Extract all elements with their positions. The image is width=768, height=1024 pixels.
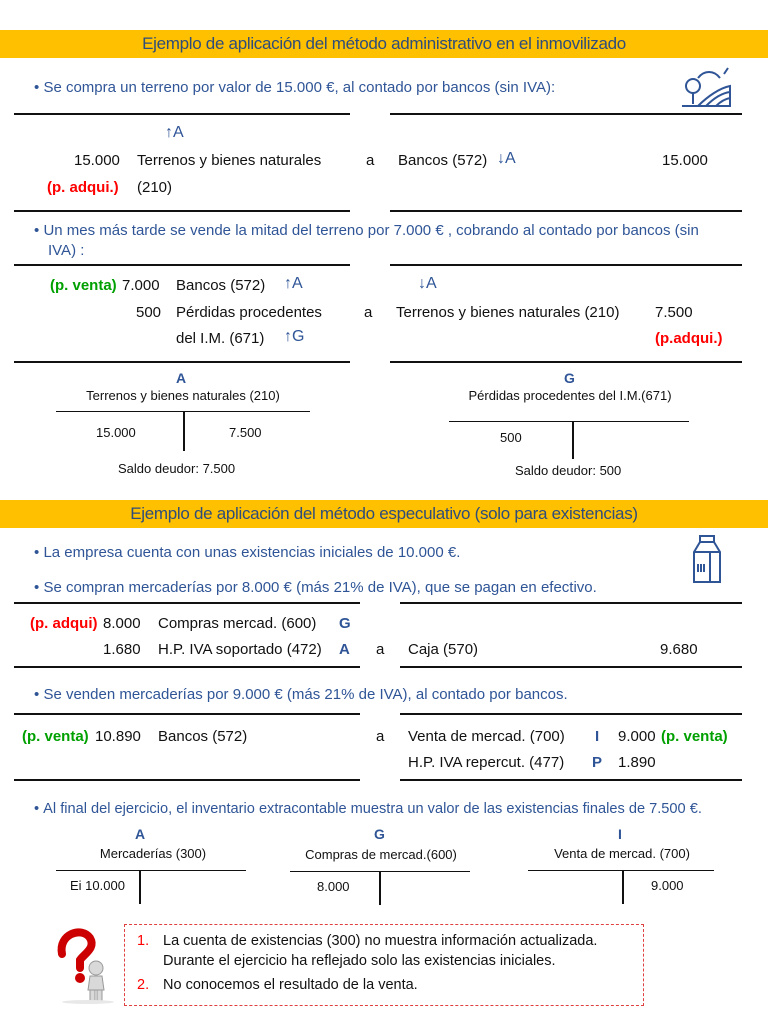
entry-line — [14, 666, 360, 668]
account-type-tag: I — [618, 826, 622, 842]
bullet-initial-stock: • La empresa cuenta con unas existencias iniciales de 10.000 €. — [34, 544, 461, 561]
t-account-title: Pérdidas procedentes del I.M.(671) — [468, 388, 672, 403]
asset-decrease-tag: ↓A — [418, 275, 437, 292]
t-account-title: Terrenos y bienes naturales (210) — [86, 388, 280, 403]
debit-amount: 1.680 — [103, 641, 141, 658]
entry-line — [400, 713, 742, 715]
expense-increase-tag: ↑G — [284, 328, 305, 345]
milk-carton-icon — [690, 534, 724, 584]
entry-line — [390, 210, 742, 212]
t-account-debit: 8.000 — [317, 879, 350, 894]
account-type-tag: G — [564, 370, 575, 386]
purchase-price-note: (p. adqui) — [30, 615, 98, 632]
question-figure-icon — [44, 924, 116, 1004]
asset-decrease-tag: ↓A — [497, 150, 516, 167]
debit-account-cont: del I.M. (671) — [176, 330, 265, 347]
note-text: La cuenta de existencias (300) no muestra información actualizada. — [163, 933, 598, 949]
balance-note: Saldo deudor: 500 — [515, 463, 622, 478]
credit-amount: 1.890 — [618, 754, 656, 771]
debit-amount: 8.000 — [103, 615, 141, 632]
entry-line — [14, 602, 360, 604]
asset-increase-tag: ↑A — [165, 124, 184, 141]
note-number: 2. — [137, 977, 150, 993]
entry-line — [14, 361, 350, 363]
note-text: Durante el ejercicio ha reflejado solo las existencias iniciales. — [163, 953, 556, 969]
connector-a: a — [364, 304, 373, 321]
bullet-sale-land: • Un mes más tarde se vende la mitad del terreno por 7.000 € , cobrando al contado por bancos (sin IVA) : — [34, 222, 699, 259]
credit-account: H.P. IVA repercut. (477) — [408, 754, 565, 771]
expense-tag: G — [339, 615, 351, 632]
note-number: 1. — [137, 933, 150, 949]
t-account-top — [449, 421, 689, 422]
t-account-title: Mercaderías (300) — [99, 846, 207, 861]
entry-line — [14, 264, 350, 266]
liability-tag: P — [592, 754, 603, 771]
entry-line — [14, 113, 350, 115]
landscape-icon — [680, 66, 732, 110]
credit-account: Bancos (572) — [398, 152, 488, 169]
t-account-credit: 9.000 — [651, 878, 684, 893]
debit-account: Bancos (572) — [158, 728, 248, 745]
note-text: No conocemos el resultado de la venta. — [163, 977, 418, 993]
asset-tag: A — [339, 641, 350, 658]
entry-line — [390, 361, 742, 363]
sale-price-note: (p. venta) — [22, 728, 89, 745]
debit-account: H.P. IVA soportado (472) — [158, 641, 322, 658]
account-type-tag: A — [135, 826, 146, 842]
purchase-price-note: (p.adqui.) — [655, 330, 723, 347]
t-account-divider — [379, 871, 381, 905]
credit-amount: 15.000 — [662, 152, 708, 169]
t-account-divider — [139, 870, 141, 904]
debit-amount: 7.000 — [122, 277, 160, 294]
bullet-purchase-land: • Se compra un terreno por valor de 15.000 €, al contado por bancos (sin IVA): — [34, 79, 556, 96]
warning-note-box — [124, 924, 644, 1006]
debit-amount: 500 — [136, 304, 162, 321]
connector-a: a — [376, 728, 385, 745]
t-account-top — [528, 870, 714, 871]
t-account-divider — [183, 411, 185, 451]
bullet-sale-goods: • Se venden mercaderías por 9.000 € (más 21% de IVA), al contado por bancos. — [34, 686, 568, 703]
sale-price-note: (p. venta) — [661, 728, 728, 745]
entry-line — [390, 113, 742, 115]
debit-account: Bancos (572) — [176, 277, 266, 294]
bullet-final-inventory: • Al final del ejercicio, el inventario extracontable muestra un valor de las existencias finales de 7.500 €. — [34, 801, 702, 817]
t-account-debit: 500 — [500, 430, 522, 445]
t-account-top — [56, 870, 246, 871]
entry-line — [14, 210, 350, 212]
income-tag: I — [595, 728, 600, 745]
bullet-purchase-goods: • Se compran mercaderías por 8.000 € (más 21% de IVA), que se pagan en efectivo. — [34, 579, 597, 596]
t-account-divider — [572, 421, 574, 459]
debit-account: Pérdidas procedentes — [176, 304, 322, 321]
credit-amount: 7.500 — [655, 304, 693, 321]
t-account-credit: 7.500 — [229, 425, 262, 440]
credit-account: Terrenos y bienes naturales (210) — [396, 304, 620, 321]
entry-line — [14, 779, 360, 781]
debit-account: Compras mercad. (600) — [158, 615, 317, 632]
sale-price-note: (p. venta) — [50, 277, 117, 294]
debit-amount: 15.000 — [74, 152, 120, 169]
t-account-title: Venta de mercad. (700) — [554, 846, 690, 861]
asset-increase-tag: ↑A — [284, 275, 303, 292]
debit-account-code: (210) — [137, 179, 173, 196]
entry-line — [400, 602, 742, 604]
credit-amount: 9.680 — [660, 641, 698, 658]
debit-amount: 10.890 — [95, 728, 141, 745]
t-account-title: Compras de mercad.(600) — [305, 847, 457, 862]
connector-a: a — [366, 152, 375, 169]
section-title-administrative: Ejemplo de aplicación del método administrativo en el inmovilizado — [0, 30, 768, 58]
entry-line — [390, 264, 742, 266]
t-account-divider — [622, 870, 624, 904]
credit-account: Caja (570) — [408, 641, 479, 658]
entry-line — [14, 713, 360, 715]
entry-line — [400, 779, 742, 781]
t-account-debit: 15.000 — [96, 425, 136, 440]
account-type-tag: A — [176, 370, 187, 386]
account-type-tag: G — [374, 826, 385, 842]
credit-amount: 9.000 — [618, 728, 656, 745]
entry-line — [400, 666, 742, 668]
t-account-debit: Ei 10.000 — [70, 878, 125, 893]
connector-a: a — [376, 641, 385, 658]
credit-account: Venta de mercad. (700) — [408, 728, 565, 745]
section-title-speculative: Ejemplo de aplicación del método especulativo (solo para existencias) — [0, 500, 768, 528]
balance-note: Saldo deudor: 7.500 — [118, 461, 236, 476]
purchase-price-note: (p. adqui.) — [47, 179, 119, 196]
debit-account: Terrenos y bienes naturales — [137, 152, 322, 169]
